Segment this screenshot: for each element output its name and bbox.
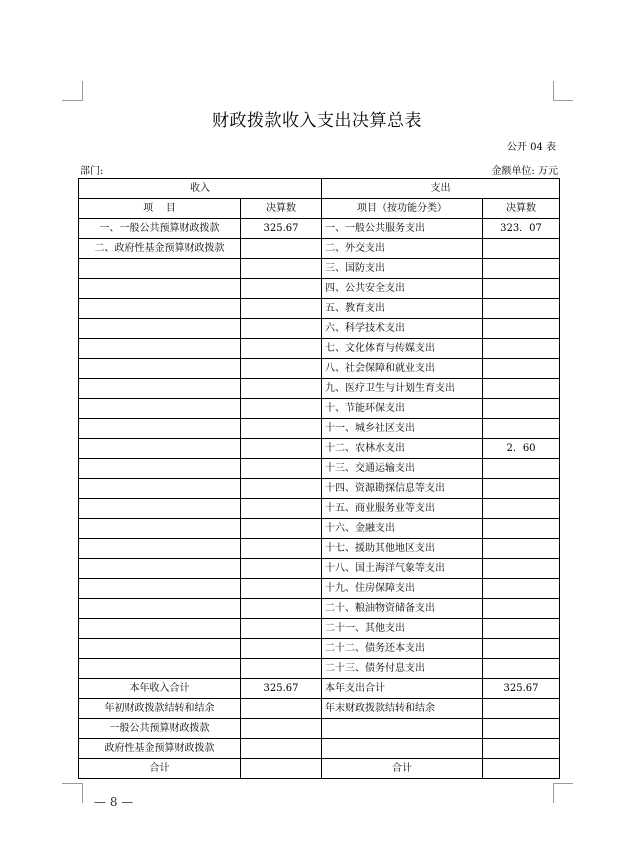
expense-value-cell xyxy=(483,699,560,719)
income-item-cell xyxy=(79,359,241,379)
table-row xyxy=(79,719,560,739)
crop-mark xyxy=(553,100,573,101)
expense-item-cell: 六、科学技术支出 xyxy=(322,319,483,339)
income-value-cell xyxy=(241,539,322,559)
income-value-cell xyxy=(241,239,322,259)
table-row xyxy=(79,539,560,559)
expense-value-cell xyxy=(483,619,560,639)
expense-value-cell xyxy=(483,339,560,359)
expense-item-cell: 十五、商业服务业等支出 xyxy=(322,499,483,519)
income-value-cell xyxy=(241,599,322,619)
table-row xyxy=(79,619,560,639)
income-value-cell xyxy=(241,319,322,339)
income-value-cell xyxy=(241,379,322,399)
expense-value-cell xyxy=(483,759,560,779)
expense-item-cell: 九、医疗卫生与计划生育支出 xyxy=(322,379,483,399)
expense-value-cell xyxy=(483,299,560,319)
table-row xyxy=(79,459,560,479)
expense-value-cell: 325.67 xyxy=(483,679,560,699)
crop-mark xyxy=(62,783,82,784)
expense-item-cell: 十二、农林水支出 xyxy=(322,439,483,459)
expense-item-cell: 十九、住房保障支出 xyxy=(322,579,483,599)
expense-value-cell xyxy=(483,659,560,679)
income-value-cell xyxy=(241,419,322,439)
table-row xyxy=(79,239,560,259)
expense-value-cell xyxy=(483,559,560,579)
expense-item-cell: 二十一、其他支出 xyxy=(322,619,483,639)
income-value-cell xyxy=(241,639,322,659)
expense-value-cell xyxy=(483,319,560,339)
table-row xyxy=(79,319,560,339)
table-row xyxy=(79,499,560,519)
table-row xyxy=(79,259,560,279)
expense-item-cell: 十八、国土海洋气象等支出 xyxy=(322,559,483,579)
unit-label: 金额单位: 万元 xyxy=(491,166,558,177)
income-item-cell: 二、政府性基金预算财政拨款 xyxy=(79,239,241,259)
page-title: 财政拨款收入支出决算总表 xyxy=(212,111,422,131)
department-label: 部门: xyxy=(80,166,104,177)
table-row xyxy=(79,599,560,619)
income-value-cell xyxy=(241,659,322,679)
crop-mark xyxy=(553,783,554,803)
table-row xyxy=(79,699,560,719)
table-row xyxy=(79,739,560,759)
table-row xyxy=(79,419,560,439)
expense-value-cell xyxy=(483,239,560,259)
income-value-cell: 325.67 xyxy=(241,219,322,239)
expense-item-cell: 四、公共安全支出 xyxy=(322,279,483,299)
expense-item-cell: 本年支出合计 xyxy=(322,679,483,699)
expense-item-cell: 二十三、债务付息支出 xyxy=(322,659,483,679)
table-row xyxy=(79,399,560,419)
income-item-cell xyxy=(79,399,241,419)
form-code: 公开 04 表 xyxy=(506,142,556,153)
expense-item-cell: 八、社会保障和就业支出 xyxy=(322,359,483,379)
expense-value-cell xyxy=(483,359,560,379)
table-row xyxy=(79,659,560,679)
expense-value-cell xyxy=(483,739,560,759)
expense-value-cell xyxy=(483,279,560,299)
table-row xyxy=(79,299,560,319)
budget-header: 决算数 xyxy=(241,199,322,219)
table-row xyxy=(79,559,560,579)
expense-value-cell xyxy=(483,419,560,439)
table-row xyxy=(79,379,560,399)
expense-value-cell xyxy=(483,479,560,499)
expense-value-cell xyxy=(483,519,560,539)
income-value-cell xyxy=(241,519,322,539)
expense-value-cell xyxy=(483,639,560,659)
expense-item-cell xyxy=(322,739,483,759)
expense-item-cell: 一、一般公共服务支出 xyxy=(322,219,483,239)
income-value-cell xyxy=(241,699,322,719)
income-item-cell xyxy=(79,279,241,299)
expense-value-cell xyxy=(483,579,560,599)
income-item-cell xyxy=(79,619,241,639)
expense-value-cell xyxy=(483,719,560,739)
crop-mark xyxy=(553,81,554,101)
income-value-cell xyxy=(241,559,322,579)
crop-mark xyxy=(82,783,83,803)
expense-item-cell: 二十、粮油物资储备支出 xyxy=(322,599,483,619)
income-value-cell xyxy=(241,259,322,279)
income-item-cell xyxy=(79,659,241,679)
table-row xyxy=(79,759,560,779)
expense-item-cell: 七、文化体育与传媒支出 xyxy=(322,339,483,359)
income-header: 收入 xyxy=(79,179,322,199)
expense-item-cell: 十七、援助其他地区支出 xyxy=(322,539,483,559)
income-item-cell: 合计 xyxy=(79,759,241,779)
crop-mark xyxy=(82,81,83,101)
income-item-cell xyxy=(79,539,241,559)
expense-item-cell: 十、节能环保支出 xyxy=(322,399,483,419)
subheader-row xyxy=(79,199,560,219)
expense-item-cell: 三、国防支出 xyxy=(322,259,483,279)
expense-value-cell xyxy=(483,599,560,619)
table-row xyxy=(79,639,560,659)
expense-item-cell: 十三、交通运输支出 xyxy=(322,459,483,479)
income-item-cell xyxy=(79,459,241,479)
income-item-cell xyxy=(79,479,241,499)
income-item-cell xyxy=(79,299,241,319)
page-number: — 8 — xyxy=(94,795,134,809)
expense-item-cell xyxy=(322,719,483,739)
header-row xyxy=(79,179,560,199)
income-item-cell xyxy=(79,579,241,599)
expense-item-cell: 年末财政拨款结转和结余 xyxy=(322,699,483,719)
income-item-cell xyxy=(79,599,241,619)
income-value-cell xyxy=(241,479,322,499)
income-item-cell: 年初财政拨款结转和结余 xyxy=(79,699,241,719)
income-value-cell xyxy=(241,759,322,779)
crop-mark xyxy=(553,783,573,784)
expense-value-cell: 323．07 xyxy=(483,219,560,239)
expense-value-cell: 2．60 xyxy=(483,439,560,459)
income-value-cell: 325.67 xyxy=(241,679,322,699)
item-header: 项 目 xyxy=(79,199,241,219)
expense-value-cell xyxy=(483,379,560,399)
income-item-cell xyxy=(79,499,241,519)
income-item-cell xyxy=(79,639,241,659)
income-value-cell xyxy=(241,339,322,359)
table-row xyxy=(79,679,560,699)
income-item-cell: 政府性基金预算财政拨款 xyxy=(79,739,241,759)
expense-item-cell: 十六、金融支出 xyxy=(322,519,483,539)
table-row xyxy=(79,359,560,379)
table-row xyxy=(79,519,560,539)
crop-mark xyxy=(62,100,82,101)
income-item-cell xyxy=(79,559,241,579)
expense-item-cell: 十四、资源勘探信息等支出 xyxy=(322,479,483,499)
func-item-header: 项目（按功能分类） xyxy=(322,199,483,219)
table-row xyxy=(79,279,560,299)
table-row xyxy=(79,479,560,499)
expense-value-cell xyxy=(483,499,560,519)
table-row xyxy=(79,219,560,239)
income-item-cell xyxy=(79,419,241,439)
expense-value-cell xyxy=(483,539,560,559)
income-value-cell xyxy=(241,739,322,759)
expense-item-cell: 二十二、债务还本支出 xyxy=(322,639,483,659)
income-value-cell xyxy=(241,499,322,519)
table-row xyxy=(79,579,560,599)
table-row xyxy=(79,439,560,459)
expense-header: 支出 xyxy=(322,179,560,199)
budget-table xyxy=(78,178,560,779)
budget-header-2: 决算数 xyxy=(483,199,560,219)
income-item-cell: 一、一般公共预算财政拨款 xyxy=(79,219,241,239)
income-item-cell: 一般公共预算财政拨款 xyxy=(79,719,241,739)
expense-item-cell: 五、教育支出 xyxy=(322,299,483,319)
expense-value-cell xyxy=(483,459,560,479)
income-value-cell xyxy=(241,719,322,739)
income-item-cell: 本年收入合计 xyxy=(79,679,241,699)
income-value-cell xyxy=(241,619,322,639)
expense-value-cell xyxy=(483,399,560,419)
income-value-cell xyxy=(241,359,322,379)
expense-item-cell: 二、外交支出 xyxy=(322,239,483,259)
income-item-cell xyxy=(79,519,241,539)
income-item-cell xyxy=(79,319,241,339)
income-item-cell xyxy=(79,439,241,459)
expense-item-cell: 十一、城乡社区支出 xyxy=(322,419,483,439)
expense-item-cell: 合计 xyxy=(322,759,483,779)
income-item-cell xyxy=(79,259,241,279)
income-value-cell xyxy=(241,459,322,479)
income-value-cell xyxy=(241,439,322,459)
table-row xyxy=(79,339,560,359)
income-value-cell xyxy=(241,299,322,319)
expense-value-cell xyxy=(483,259,560,279)
income-value-cell xyxy=(241,579,322,599)
income-item-cell xyxy=(79,379,241,399)
income-value-cell xyxy=(241,279,322,299)
income-value-cell xyxy=(241,399,322,419)
income-item-cell xyxy=(79,339,241,359)
